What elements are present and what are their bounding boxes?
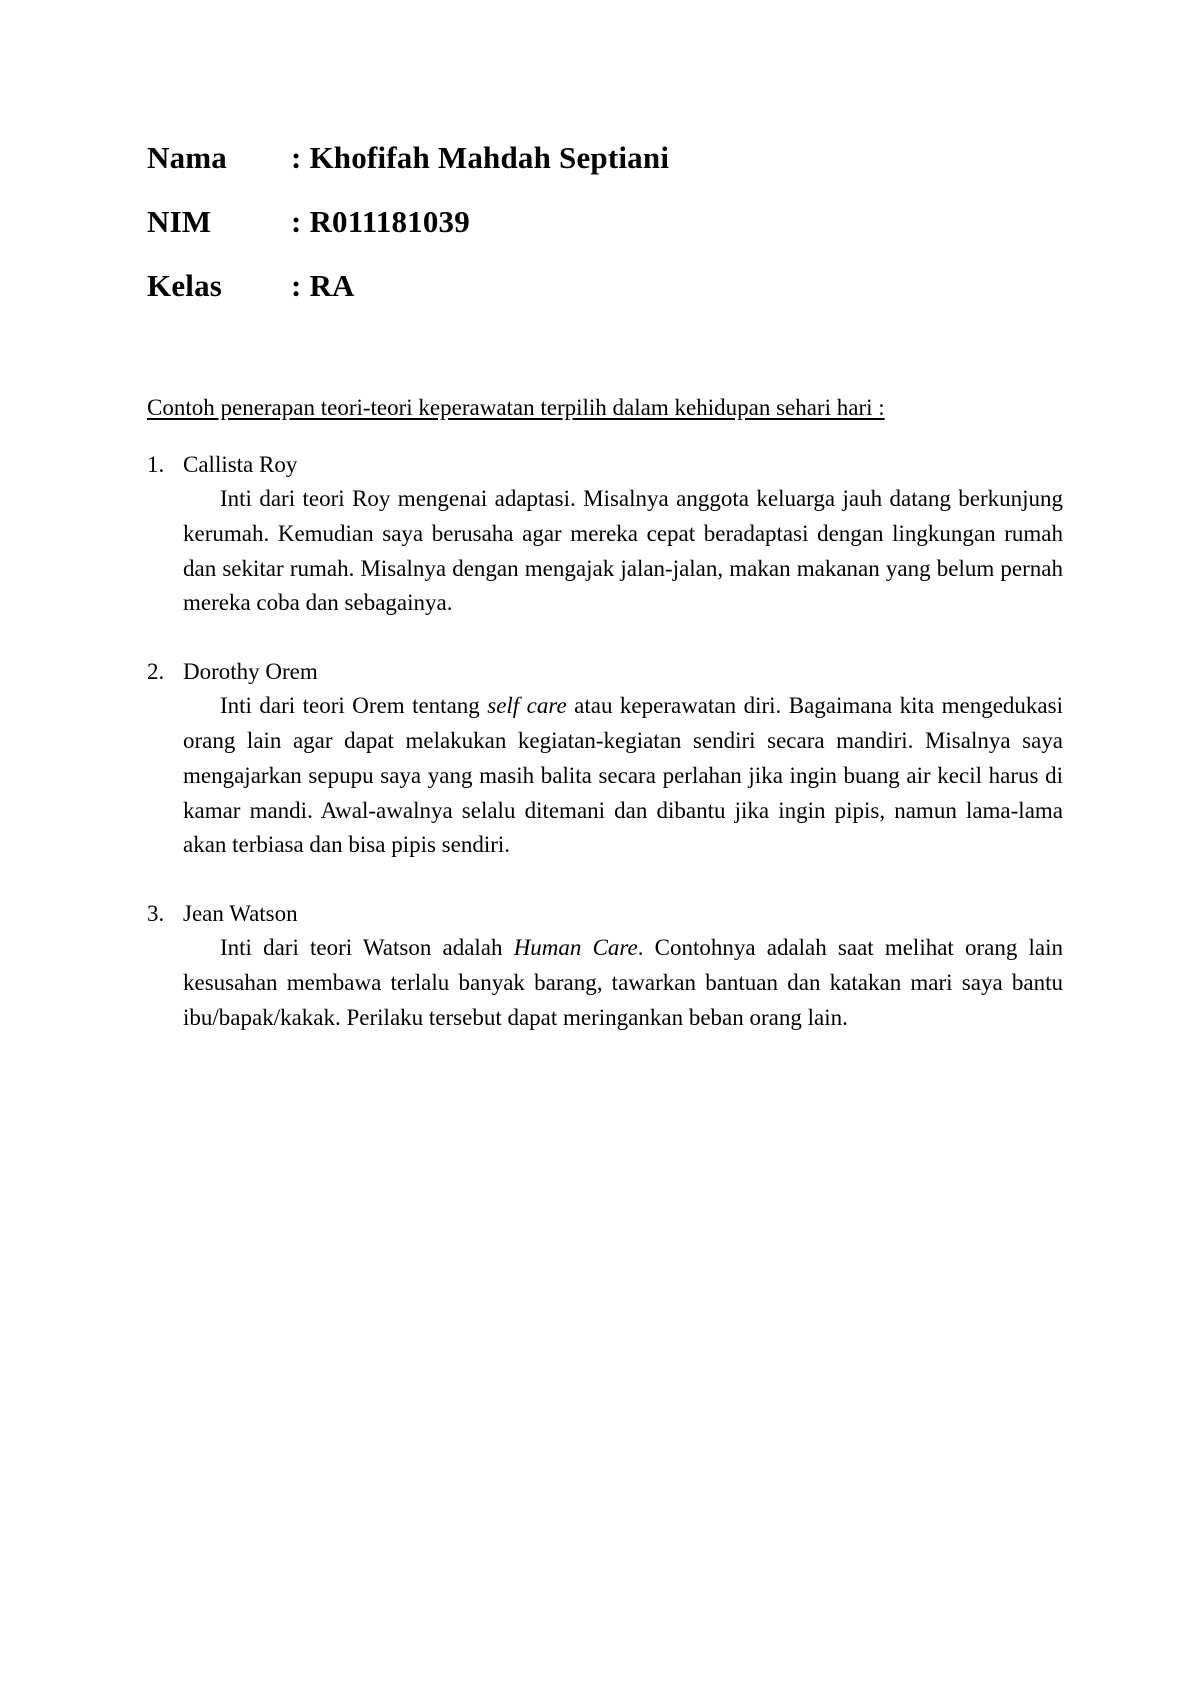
- list-item-body: [183, 931, 1063, 1035]
- list-item-title: Callista Roy: [183, 452, 298, 477]
- info-row-nim: [147, 204, 1047, 268]
- info-row-kelas: [147, 268, 1047, 332]
- list-item-body: [183, 689, 1063, 863]
- student-info: [147, 140, 1047, 332]
- body-italic-term: self care: [487, 693, 567, 719]
- body-text: Inti dari teori Watson adalah: [220, 935, 514, 961]
- body-text: Inti dari teori Orem tentang: [220, 693, 488, 719]
- list-item: [147, 655, 1063, 863]
- body-text: Inti dari teori Roy mengenai adaptasi. Misalnya anggota keluarga jauh datang berkunjung kerumah. Kemudian saya berusaha agar mereka cepat beradaptasi dengan lingkungan rumah dan sekitar rumah. Misalnya dengan mengajak jalan-jalan, makan makanan yang belum pernah mereka coba dan sebagainya.: [183, 486, 1063, 616]
- list-item-body: [183, 482, 1063, 621]
- list-item: [147, 448, 1063, 621]
- info-value: : Khofifah Mahdah Septiani: [291, 140, 670, 175]
- info-value: : R011181039: [291, 204, 470, 239]
- info-label: Nama: [147, 140, 228, 175]
- info-value: : RA: [291, 268, 355, 303]
- info-label: NIM: [147, 204, 212, 239]
- list-item-title-row: [147, 655, 1063, 689]
- list-item-title-row: [147, 897, 1063, 931]
- theory-list: [147, 448, 1063, 1070]
- section-heading: Contoh penerapan teori-teori keperawatan terpilih dalam kehidupan sehari hari :: [147, 395, 885, 420]
- list-item-number: 3.: [147, 901, 165, 927]
- list-item-title: Jean Watson: [183, 901, 298, 927]
- list-item: [147, 897, 1063, 1035]
- body-italic-term: Human Care: [513, 935, 638, 961]
- info-row-nama: [147, 140, 1047, 204]
- info-label: Kelas: [147, 268, 223, 303]
- list-item-title-row: [147, 448, 1063, 482]
- body-text-continued: atau keperawatan diri. Bagaimana kita mengedukasi orang lain agar dapat melakukan kegiatan-kegiatan sendiri secara mandiri. Misalnya saya mengajarkan sepupu saya yang masih balita secara perlahan jika ingin buang air kecil harus di kamar mandi. Awal-awalnya selalu ditemani dan dibantu jika ingin pipis, namun lama-lama akan terbiasa dan bisa pipis sendiri.: [183, 693, 1063, 858]
- list-item-number: 2.: [147, 659, 165, 685]
- list-item-title: Dorothy Orem: [183, 659, 318, 685]
- body-text-continued: . Contohnya adalah saat melihat orang lain kesusahan membawa terlalu banyak barang, tawarkan bantuan dan katakan mari saya bantu ibu/bapak/kakak. Perilaku tersebut dapat meringankan beban orang lain.: [183, 935, 1063, 1030]
- list-item-number: 1.: [147, 452, 165, 477]
